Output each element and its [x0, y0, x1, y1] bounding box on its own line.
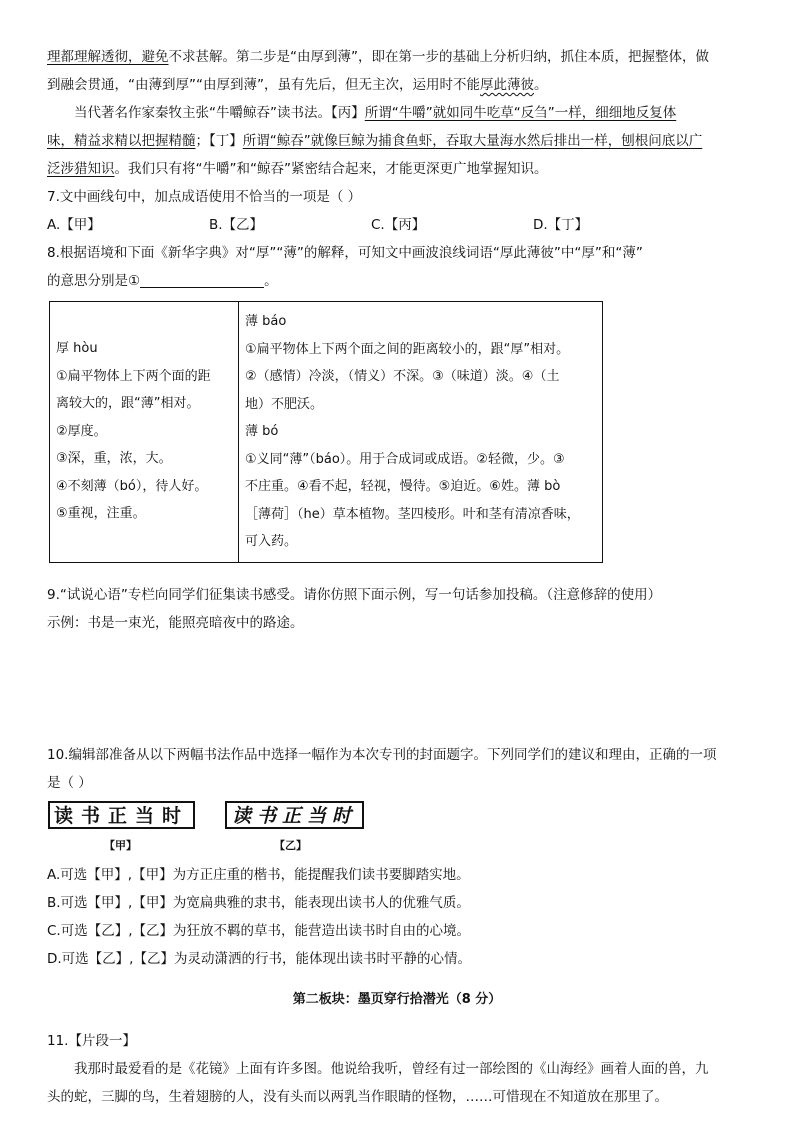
label-jia: 【甲】: [104, 838, 137, 852]
para1-line1: 理都理解透彻，避免不求甚解。第二步是“由厚到薄”，即在第一步的基础上分析归纳，抓住本质，把握整体，做: [47, 49, 709, 65]
section-title: 第二板块：墨页穿行拾潜光（8 分）: [292, 991, 502, 1007]
q10-option-b[interactable]: B.可选【甲】,【甲】为宽扁典雅的隶书，能表现出读书人的优雅气质。: [47, 894, 470, 911]
calligraphy-samples: [47, 801, 747, 861]
underlined-sentence-ding: 所谓“鲸吞”就像巨鲸为捕食鱼虾，吞取大量海水然后排出一样，刨根问底以广: [242, 133, 703, 149]
q10-option-d[interactable]: D.可选【乙】,【乙】为灵动潇洒的行书，能体现出读书时平静的心情。: [47, 950, 471, 967]
exam-page: [47, 43, 747, 1111]
q10-stem-line2: 是（ ）: [47, 774, 92, 791]
q8-stem-line2: 的意思分别是① 。: [47, 273, 278, 289]
q10-option-a[interactable]: A.可选【甲】,【甲】为方正庄重的楷书，能提醒我们读书要脚踏实地。: [47, 866, 470, 883]
q7-option-c[interactable]: C.【丙】: [371, 217, 426, 233]
q10-stem-line1: 10.编辑部准备从以下两幅书法作品中选择一幅作为本次专刊的封面题字。下列同学们的建议和理由，正确的一项: [47, 746, 717, 763]
para1-line2: 到融会贯通，“由薄到厚”“由厚到薄”，虽有先后，但无主次，运用时不能厚此薄彼。: [47, 77, 548, 93]
q9-stem: 9.“试说心语”专栏向同学们征集读书感受。请你仿照下面示例，写一句话参加投稿。（注意修辞的使用）: [47, 586, 662, 603]
calligraphy-yi: 读书正当时: [225, 801, 364, 829]
q9-answer-space[interactable]: [47, 637, 747, 741]
q7-option-a[interactable]: A.【甲】: [47, 217, 101, 233]
q7-stem: 7.文中画线句中，加点成语使用不恰当的一项是（ ）: [47, 189, 362, 205]
dict-entry-bao: 薄 báo ①扁平物体上下两个面之间的距离较小的，跟“厚”相对。 ②（感情）冷淡，（情义）不深。③（味道）淡。④（土 地）不肥沃。 薄 bó ①义同“薄”（báo）。用于合成词或成语。②轻微，少。③ 不庄重。④看不起，轻视，慢待。⑤迫近。⑥姓。薄 bò ［薄荷］（he）草本植物。茎四棱形。叶和茎有清凉香味， 可入药。: [239, 302, 603, 563]
q7-option-d[interactable]: D.【丁】: [533, 217, 589, 233]
marker-bing: 【丙】: [331, 105, 365, 121]
para2-line1: 当代著名作家秦牧主张“牛嚼鲸吞”读书法。【丙】所谓“牛嚼”就如同牛吃草“反刍”一样，细细地反复体: [74, 105, 677, 121]
calligraphy-jia: 读书正当时: [48, 801, 195, 829]
para2-line3: 泛涉猎知识。我们只有将“牛嚼”和“鲸吞”紧密结合起来，才能更深更广地掌握知识。: [47, 161, 548, 177]
q11-label: 11.【片段一】: [47, 1032, 136, 1049]
q7-options: [47, 211, 747, 239]
underlined-text: 理都理解透彻，避免: [47, 49, 169, 65]
underlined-sentence-bing: 所谓“牛嚼”就如同牛吃草“反刍”一样，细细地反复体: [364, 105, 677, 121]
dict-entry-hou: 厚 hòu ①扁平物体上下两个面的距 离较大的，跟“薄”相对。 ②厚度。 ③深，重，浓，大。 ④不刻薄（bó），待人好。 ⑤重视，注重。: [50, 302, 239, 563]
answer-blank[interactable]: [140, 271, 264, 288]
q11-passage-line1: 我那时最爱看的是《花镜》上面有许多图。他说给我听，曾经有过一部绘图的《山海经》画着人面的兽，九: [74, 1060, 709, 1077]
label-yi: 【乙】: [274, 838, 307, 852]
marker-ding: 【丁】: [209, 133, 243, 149]
q8-stem-line1: 8.根据语境和下面《新华字典》对“厚”“薄”的解释，可知文中画波浪线词语“厚此薄彼”中“厚”和“薄”: [47, 245, 643, 261]
q9-example: 示例：书是一束光，能照亮暗夜中的路途。: [47, 614, 304, 631]
para2-line2: 味，精益求精以把握精髓；【丁】所谓“鲸吞”就像巨鲸为捕食鱼虾，吞取大量海水然后排出一样，刨根问底以广: [47, 133, 703, 149]
q11-passage-line2: 头的蛇，三脚的鸟，生着翅膀的人，没有头而以两乳当作眼睛的怪物，……可惜现在不知道放在那里了。: [47, 1088, 668, 1105]
q10-option-c[interactable]: C.可选【乙】,【乙】为狂放不羁的草书，能营造出读书时自由的心境。: [47, 922, 471, 939]
dictionary-table: [49, 301, 603, 563]
q7-option-b[interactable]: B.【乙】: [209, 217, 264, 233]
wavy-underlined-idiom: 厚此薄彼: [479, 77, 534, 93]
